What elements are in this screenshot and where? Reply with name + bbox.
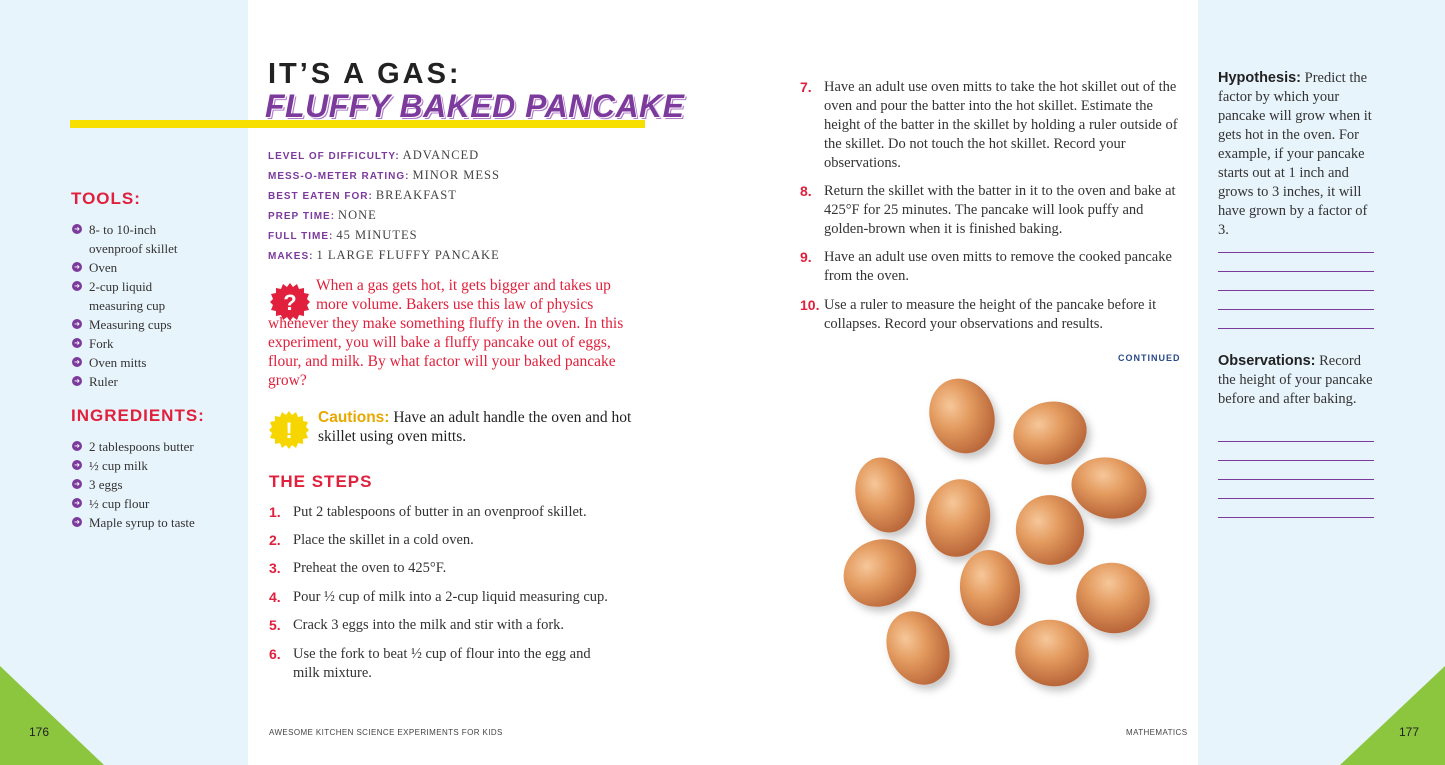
arrow-bullet-icon: ➜: [72, 262, 82, 272]
step-item: 3. Preheat the oven to 425°F.: [269, 560, 447, 576]
meta-row: LEVEL OF DIFFICULTY: ADVANCED: [268, 148, 480, 162]
step-item: 7. Have an adult use oven mitts to take the hot skillet out of the oven and pour the batter into the hot skillet. Estimate the height of the batter in the skillet by holding a ruler outside of the skillet. Do not touch the hot skillet. Record your observations.: [800, 79, 1178, 171]
step-item: 8. Return the skillet with the batter in it to the oven and bake at 425°F for 25 minutes. The pancake will look puffy and golden-brown when it is finished baking.: [800, 183, 1176, 237]
writing-line: [1218, 271, 1374, 272]
svg-text:!: !: [285, 418, 293, 443]
list-item: ➜ Oven mitts: [72, 353, 242, 372]
meta-row: MAKES: 1 LARGE FLUFFY PANCAKE: [268, 248, 500, 262]
step-item: 5. Crack 3 eggs into the milk and stir with a fork.: [269, 617, 565, 633]
writing-line: [1218, 328, 1374, 329]
arrow-bullet-icon: ➜: [72, 319, 82, 329]
list-item: ➜ ½ cup milk: [72, 456, 242, 475]
step-item: 6. Use the fork to beat ½ cup of flour into the egg and milk mixture.: [269, 646, 591, 681]
step-item: 2. Place the skillet in a cold oven.: [269, 532, 474, 548]
writing-line: [1218, 479, 1374, 480]
arrow-bullet-icon: ➜: [72, 224, 82, 234]
writing-line: [1218, 290, 1374, 291]
ingredients-heading: INGREDIENTS:: [71, 406, 205, 425]
left-corner-triangle: [0, 660, 110, 765]
list-item: ➜ Fork: [72, 334, 242, 353]
step-item: 10. Use a ruler to measure the height of the pancake before it collapses. Record your observations and results.: [800, 297, 1157, 332]
svg-text:?: ?: [283, 290, 297, 315]
meta-row: PREP TIME: NONE: [268, 208, 377, 222]
arrow-bullet-icon: ➜: [72, 517, 82, 527]
list-item: ovenproof skillet: [89, 241, 178, 256]
writing-line: [1218, 252, 1374, 253]
meta-row: MESS-O-METER RATING: MINOR MESS: [268, 168, 500, 182]
writing-line: [1218, 517, 1374, 518]
step-item: 1. Put 2 tablespoons of butter in an ovenproof skillet.: [269, 504, 587, 520]
recipe-meta: [268, 146, 500, 266]
list-item: ➜ ½ cup flour: [72, 494, 242, 513]
meta-row: BEST EATEN FOR: BREAKFAST: [268, 188, 457, 202]
exclamation-badge-icon: [269, 410, 309, 450]
arrow-bullet-icon: ➜: [72, 357, 82, 367]
writing-line: [1218, 460, 1374, 461]
arrow-bullet-icon: ➜: [72, 479, 82, 489]
list-item: ➜ Ruler: [72, 372, 242, 391]
arrow-bullet-icon: ➜: [72, 460, 82, 470]
list-item: measuring cup: [89, 298, 166, 313]
list-item: ➜ Oven: [72, 258, 242, 277]
title-line-1: IT’S A GAS:: [268, 58, 462, 90]
writing-line: [1218, 498, 1374, 499]
hypothesis-block: Hypothesis: Predict the factor by which your pancake will grow when it gets hot in the oven. For example, if your pancake starts out at 1 inch and grows to 3 inches, it will have grown by a factor of 3.: [1218, 70, 1372, 238]
arrow-bullet-icon: ➜: [72, 498, 82, 508]
list-item: ➜ 8- to 10-inch: [72, 220, 242, 239]
caution-note: Cautions: Have an adult handle the oven and hot skillet using oven mitts.: [318, 409, 632, 445]
continued-label: CONTINUED: [1118, 353, 1181, 363]
intro-paragraph: When a gas gets hot, it gets bigger and takes up more volume. Bakers use this law of physics whenever they make something fluffy in the oven. In this experiment, you will bake a fluffy pancake out of eggs, flour, and milk. By what factor will your baked pancake grow?: [268, 277, 624, 389]
arrow-bullet-icon: ➜: [72, 376, 82, 386]
footer-book-title: AWESOME KITCHEN SCIENCE EXPERIMENTS FOR KIDS: [269, 728, 503, 737]
tools-heading: TOOLS:: [71, 189, 141, 208]
arrow-bullet-icon: ➜: [72, 441, 82, 451]
list-item: ➜ 2 tablespoons butter: [72, 437, 242, 456]
right-corner-triangle: [1340, 660, 1445, 765]
meta-row: FULL TIME: 45 MINUTES: [268, 228, 418, 242]
arrow-bullet-icon: ➜: [72, 338, 82, 348]
list-item: ➜ 2-cup liquid: [72, 277, 242, 296]
ingredients-list: [72, 437, 242, 532]
steps-heading: THE STEPS: [269, 472, 373, 491]
list-item: ➜ 3 eggs: [72, 475, 242, 494]
observations-block: Observations: Record the height of your pancake before and after baking.: [1218, 353, 1373, 407]
right-page-number: 177: [1399, 725, 1420, 739]
list-item: ➜ Maple syrup to taste: [72, 513, 242, 532]
list-item: ➜ Measuring cups: [72, 315, 242, 334]
tools-list: [72, 220, 242, 391]
arrow-bullet-icon: ➜: [72, 281, 82, 291]
footer-chapter: MATHEMATICS: [1126, 728, 1188, 737]
title-line-2: FLUFFY BAKED PANCAKE: [265, 88, 685, 124]
step-item: 9. Have an adult use oven mitts to remove the cooked pancake from the oven.: [800, 249, 1172, 284]
writing-line: [1218, 309, 1374, 310]
writing-line: [1218, 441, 1374, 442]
eggs-photo: [830, 370, 1170, 700]
step-item: 4. Pour ½ cup of milk into a 2-cup liquid measuring cup.: [269, 589, 608, 605]
left-page-number: 176: [29, 725, 50, 739]
